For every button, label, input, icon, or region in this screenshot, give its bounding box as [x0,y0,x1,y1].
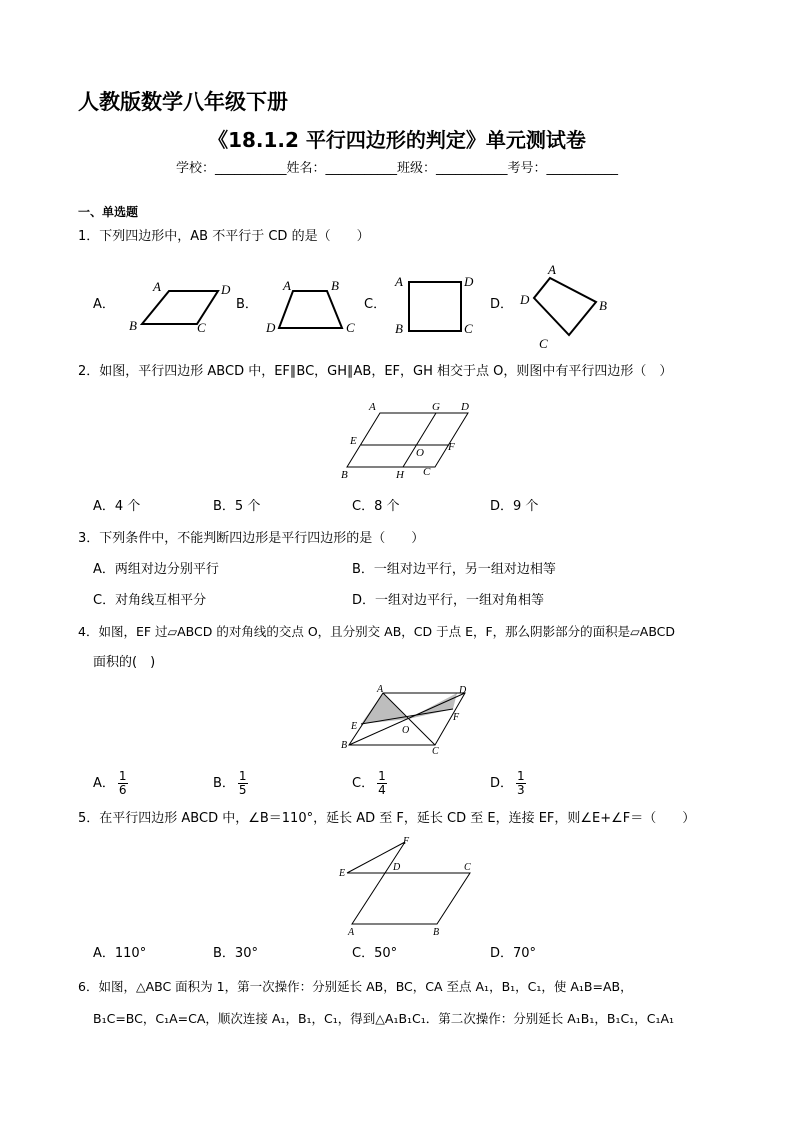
label-o: O [402,725,410,736]
q5-option-b[interactable]: B．30° [213,946,258,961]
label-f: F [403,836,410,847]
label-a: A [395,274,403,289]
label-a: A [348,927,355,938]
option-letter: D． [490,776,514,791]
label-c: C [539,336,548,351]
q5-option-d[interactable]: D．70° [490,946,537,961]
numerator: 1 [238,769,247,783]
page-title: 《18.1.2 平行四边形的判定》单元测试卷 [208,128,586,152]
q1-option-c[interactable]: C． [364,297,387,312]
shaded-triangle-left [361,693,408,724]
label-f: F [448,441,455,453]
label-b: B [395,321,403,336]
fraction [516,770,526,797]
section-heading: 一、单选题 [78,205,139,219]
q2-option-d[interactable]: D．9 个 [490,499,539,514]
option-letter: B． [213,776,235,791]
q1-figure-d [510,260,630,355]
q4-stem-line1: 4．如图，EF 过▱ABCD 的对角线的交点 O，且分别交 AB，CD 于点 E，F，那么阴影部分的面积是▱ABCD [78,624,676,639]
parallelogram-abcd [352,873,470,924]
q4-option-d[interactable] [490,770,526,797]
label-d: D [459,685,467,696]
parallelogram-shape [142,291,218,324]
label-d: D [266,320,276,335]
q4-option-c[interactable] [352,770,387,797]
q5-option-a[interactable]: A．110° [93,946,147,961]
q4-option-b[interactable] [213,770,248,797]
label-d: D [520,292,530,307]
label-o: O [416,447,424,459]
label-b: B [599,298,607,313]
option-letter: C． [352,776,375,791]
numerator: 1 [517,769,525,783]
label-a: A [153,279,161,294]
numerator: 1 [378,769,386,783]
fraction [238,770,248,797]
label-e: E [351,721,358,732]
label-c: C [423,466,431,478]
square-shape [409,282,461,331]
label-d: D [393,862,401,873]
q1-option-b[interactable]: B． [236,297,258,312]
label-e: E [350,435,357,447]
label-c: C [346,320,355,335]
label-d: D [221,282,231,297]
q5-figure [330,832,480,942]
label-b: B [341,740,348,751]
q4-option-a[interactable] [93,770,128,797]
q3-option-d[interactable]: D．一组对边平行，一组对角相等 [352,593,545,608]
q4-stem-line2: 面积的( ) [93,655,156,670]
info-line: 学校：___________姓名：___________班级：___________考号：___________ [175,161,618,176]
q6-line1: 6．如图，△ABC 面积为 1，第一次操作：分别延长 AB，BC，CA 至点 A₁，B₁，C₁，使 A₁B=AB， [78,979,633,994]
q2-stem: 2．如图，平行四边形 ABCD 中，EF∥BC，GH∥AB，EF，GH 相交于点 O，则图中有平行四边形（ ） [78,364,673,379]
label-c: C [432,746,439,757]
label-a: A [283,278,291,293]
label-c: C [464,862,471,873]
label-h: H [396,469,404,481]
series-title: 人教版数学八年级下册 [78,90,288,114]
label-b: B [433,927,440,938]
denominator: 5 [238,783,247,797]
q3-option-c[interactable]: C．对角线互相平分 [93,593,207,608]
q3-stem: 3．下列条件中，不能判断四边形是平行四边形的是（ ） [78,531,425,546]
q3-option-b[interactable]: B．一组对边平行，另一组对边相等 [352,562,556,577]
label-c: C [464,321,473,336]
label-f: F [453,712,460,723]
q1-stem: 1．下列四边形中，AB 不平行于 CD 的是（ ） [78,229,370,244]
fraction [377,770,387,797]
denominator: 4 [378,783,386,797]
label-b: B [331,278,339,293]
q2-figure [335,395,480,485]
q1-figure-a [115,270,240,340]
label-c: C [197,320,206,335]
q2-option-a[interactable]: A．4 个 [93,499,141,514]
q1-figure-b [255,270,365,340]
q1-option-d[interactable]: D． [490,297,514,312]
label-d: D [464,274,474,289]
q1-option-a[interactable]: A． [93,297,115,312]
q2-option-c[interactable]: C．8 个 [352,499,400,514]
label-d: D [461,401,469,413]
label-b: B [129,318,137,333]
numerator: 1 [118,769,127,783]
q5-option-c[interactable]: C．50° [352,946,398,961]
q5-stem: 5．在平行四边形 ABCD 中，∠B＝110°，延长 AD 至 F，延长 CD 至 E，连接 EF，则∠E+∠F＝（ ） [78,811,696,826]
q6-line2: B₁C=BC，C₁A=CA，顺次连接 A₁，B₁，C₁，得到△A₁B₁C₁．第二次操作：分别延长 A₁B₁，B₁C₁，C₁A₁ [93,1011,675,1026]
q2-option-b[interactable]: B．5 个 [213,499,261,514]
q1-figure-c [385,265,485,340]
q3-option-a[interactable]: A．两组对边分别平行 [93,562,219,577]
fraction [118,770,128,797]
label-a: A [548,262,556,277]
q4-figure [335,683,480,758]
quadrilateral-shape [534,278,596,335]
label-e: E [339,868,346,879]
label-b: B [341,469,348,481]
denominator: 6 [118,783,127,797]
trapezoid-shape [279,291,342,328]
label-a: A [369,401,376,413]
label-a: A [377,684,384,695]
option-letter: A． [93,776,115,791]
denominator: 3 [517,783,525,797]
label-g: G [432,401,440,413]
